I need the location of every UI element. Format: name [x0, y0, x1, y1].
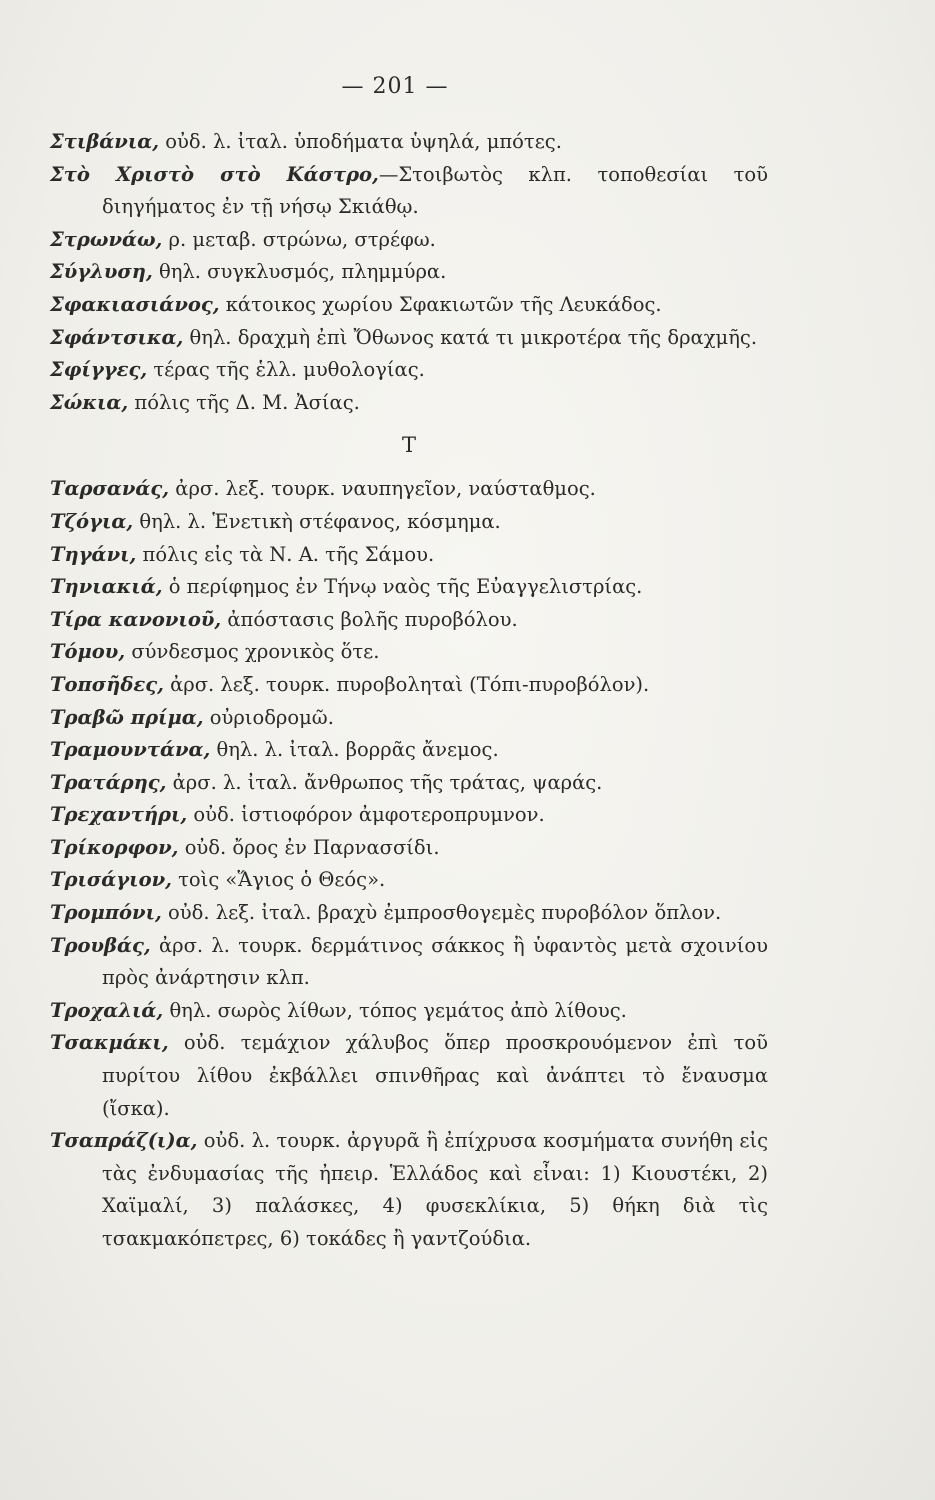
glossary-entry	[50, 604, 768, 637]
headword: Σφίγγες,	[50, 358, 148, 382]
glossary-entry	[50, 322, 768, 355]
definition: ἀρσ. λ. τουρκ. δερμάτινος σάκκος ἢ ὑφαντὸς μετὰ σχοινίου πρὸς ἀνάρτησιν κλπ.	[102, 933, 768, 990]
headword: Τρισάγιον,	[50, 868, 172, 892]
headword: Σύγλυση,	[50, 260, 153, 284]
glossary-entry	[50, 702, 768, 735]
headword: Σώκια,	[50, 390, 129, 414]
definition: πόλις τῆς Δ. Μ. Ἀσίας.	[134, 390, 360, 414]
glossary-entry	[50, 1125, 768, 1255]
glossary-entry	[50, 897, 768, 930]
glossary-entry	[50, 473, 768, 506]
headword: Στρωνάω,	[50, 227, 163, 251]
headword: Τραβῶ πρίμα,	[50, 705, 204, 729]
headword: Τζόγια,	[50, 509, 134, 533]
headword: Σφακιασιάνος,	[50, 292, 220, 316]
headword: Τρουβάς,	[50, 933, 151, 957]
glossary-entry	[50, 387, 768, 420]
definition: θηλ. λ. Ἑνετικὴ στέφανος, κόσμημα.	[139, 509, 501, 533]
glossary-entry	[50, 832, 768, 865]
headword: Τσαπράζ(ι)α,	[50, 1129, 198, 1153]
definition: ἀρσ. λ. ἰταλ. ἄνθρωπος τῆς τράτας, ψαράς.	[172, 770, 603, 794]
headword: Τροχαλιά,	[50, 998, 164, 1022]
page-number: — 201 —	[341, 74, 449, 99]
headword: Τόμου,	[50, 640, 126, 664]
headword: Τηνιακιά,	[50, 575, 163, 599]
glossary-entry	[50, 354, 768, 387]
glossary-entry	[50, 224, 768, 257]
section-letter: T	[401, 433, 416, 458]
definition: σύνδεσμος χρονικὸς ὅτε.	[131, 640, 380, 664]
definition: θηλ. δραχμὴ ἐπὶ Ὄθωνος κατά τι μικροτέρα τῆς δραχμῆς.	[189, 325, 758, 349]
definition: οὐδ. λ. ἰταλ. ὑποδήματα ὑψηλά, μπότες.	[165, 130, 562, 153]
definition: τοὶς «Ἅγιος ὁ Θεός».	[178, 868, 386, 892]
headword: Τσακμάκι,	[50, 1031, 169, 1055]
glossary-entry	[50, 799, 768, 832]
glossary-entry	[50, 571, 768, 604]
definition: οὐδ. λεξ. ἰταλ. βραχὺ ἐμπροσθογεμὲς πυροβόλον ὅπλον.	[168, 901, 722, 925]
glossary-entry	[50, 995, 768, 1028]
headword: Τρομπόνι,	[50, 901, 162, 925]
glossary-entry	[50, 126, 768, 159]
definition: θηλ. σωρὸς λίθων, τόπος γεμάτος ἀπὸ λίθους.	[169, 998, 627, 1022]
definition: —Στοιβωτὸς κλπ. τοποθεσίαι τοῦ διηγήματος ἐν τῇ νήσῳ Σκιάθῳ.	[102, 162, 768, 219]
definition: θηλ. λ. ἰταλ. βορρᾶς ἄνεμος.	[216, 738, 499, 762]
headword: Τρεχαντήρι,	[50, 803, 188, 827]
definition: οὐδ. ὄρος ἐν Παρνασσίδι.	[184, 835, 440, 859]
entries-group-t	[50, 473, 768, 1255]
glossary-entries	[50, 126, 768, 1256]
glossary-entry	[50, 669, 768, 702]
definition: ἀρσ. λεξ. τουρκ. πυροβοληταὶ (Τόπι-πυροβόλον).	[170, 672, 650, 696]
glossary-entry	[50, 289, 768, 322]
definition: θηλ. συγκλυσμός, πλημμύρα.	[158, 260, 447, 284]
entries-group-s	[50, 126, 768, 419]
headword: Τοπσῆδες,	[50, 672, 164, 696]
headword: Τρατάρης,	[50, 770, 167, 794]
definition: οὐδ. λ. τουρκ. ἀργυρᾶ ἢ ἐπίχρυσα κοσμήματα συνήθη εἰς τὰς ἐνδυμασίας τῆς ἠπειρ. Ἑλλάδος καὶ εἶναι: 1) Κιουστέκι, 2) Χαϊμαλί, 3) παλάσκες, 4) φυσεκλίκια, 5) θήκη διὰ τὶς τσακμακόπετρες, 6) τοκάδες ἢ γαντζούδια.	[102, 1129, 769, 1250]
definition: τέρας τῆς ἑλλ. μυθολογίας.	[153, 358, 425, 382]
headword: Στιβάνια,	[50, 130, 160, 153]
glossary-entry	[50, 506, 768, 539]
glossary-entry	[50, 734, 768, 767]
glossary-entry	[50, 539, 768, 572]
glossary-entry	[50, 159, 768, 224]
headword: Ταρσανάς,	[50, 477, 170, 501]
glossary-entry	[50, 636, 768, 669]
glossary-entry	[50, 767, 768, 800]
definition: κάτοικος χωρίου Σφακιωτῶν τῆς Λευκάδος.	[225, 292, 662, 316]
definition: πόλις εἰς τὰ Ν. Α. τῆς Σάμου.	[142, 542, 435, 566]
definition: ρ. μεταβ. στρώνω, στρέφω.	[168, 227, 436, 251]
glossary-entry	[50, 256, 768, 289]
definition: ἀπόστασις βολῆς πυροβόλου.	[227, 607, 518, 631]
definition: ἀρσ. λεξ. τουρκ. ναυπηγεῖον, ναύσταθμος.	[175, 477, 596, 501]
definition: ὁ περίφημος ἐν Τήνῳ ναὸς τῆς Εὐαγγελιστρίας.	[168, 575, 643, 599]
glossary-entry	[50, 864, 768, 897]
headword: Τραμουντάνα,	[50, 738, 211, 762]
definition: οὐδ. ἱστιοφόρον ἀμφοτεροπρυμνον.	[193, 803, 545, 827]
definition: οὐδ. τεμάχιον χάλυβος ὅπερ προσκρουόμενον ἐπὶ τοῦ πυρίτου λίθου ἐκβάλλει σπινθῆρας καὶ ἀνάπτει τὸ ἔναυσμα (ἴσκα).	[102, 1031, 768, 1120]
headword: Σφάντσικα,	[50, 325, 184, 349]
glossary-entry	[50, 930, 768, 995]
headword: Τίρα κανονιοῦ,	[50, 607, 222, 631]
headword: Τρίκορφον,	[50, 835, 179, 859]
headword: Στὸ Χριστὸ στὸ Κάστρο,	[50, 162, 379, 186]
glossary-entry	[50, 1027, 768, 1125]
definition: οὐριοδρομῶ.	[209, 705, 334, 729]
headword: Τηγάνι,	[50, 542, 137, 566]
